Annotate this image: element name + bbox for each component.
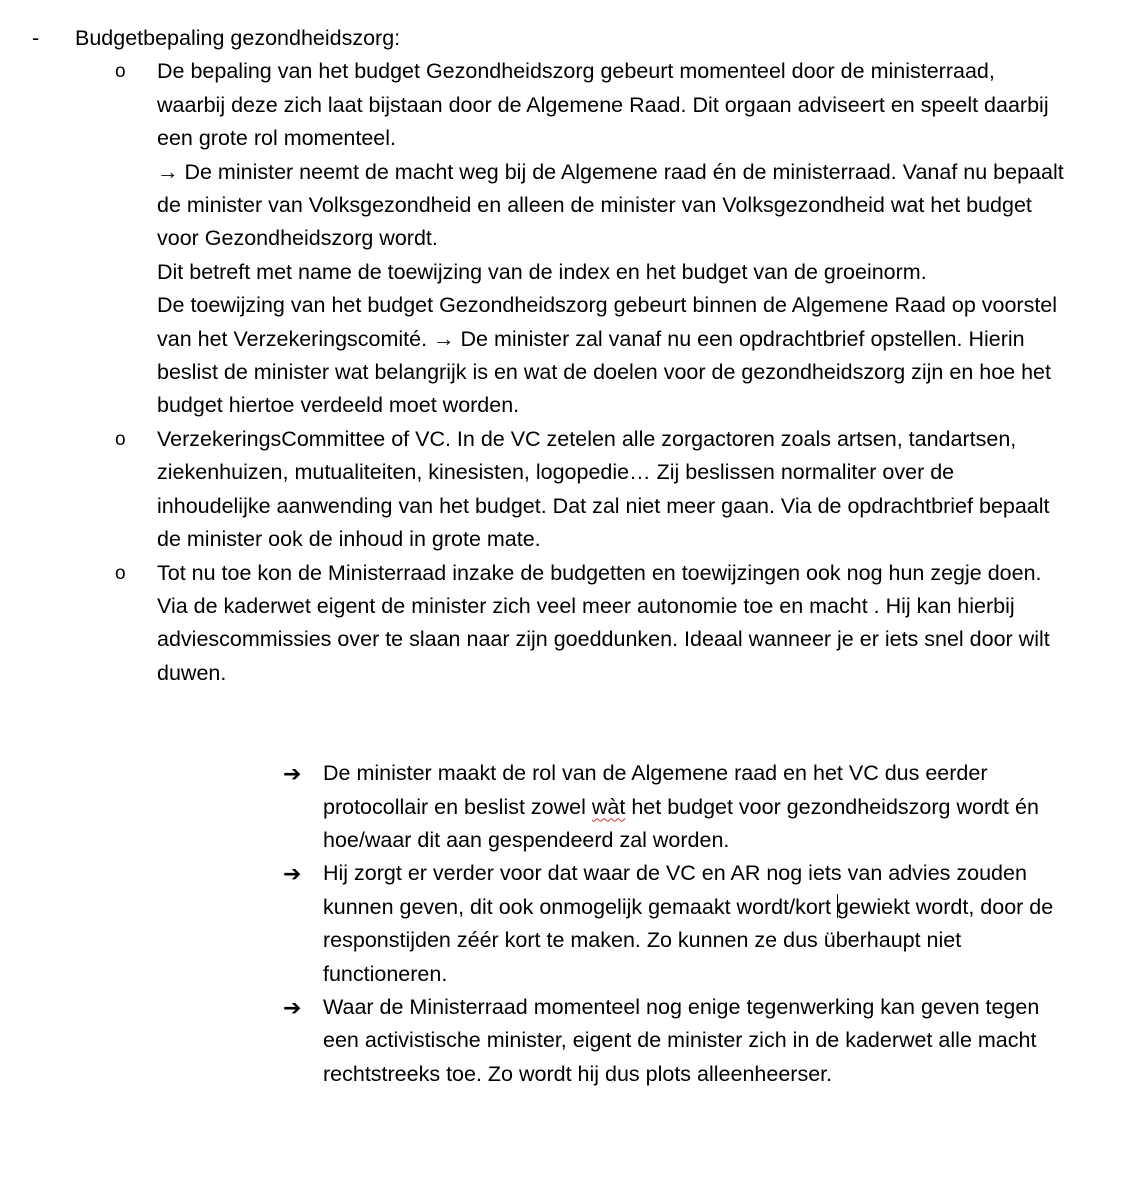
circle-bullet-icon: o [115, 61, 126, 83]
bullet-1-paragraph-3: Dit betreft met name de toewijzing van de index en het budget van de groeinorm. [157, 259, 927, 284]
arrow-2-text-start: Hij zorgt er verder voor dat waar de VC en AR nog iets van advies zouden kunnen geven, dit ook onmogelijk gemaakt wordt/kort [323, 861, 1027, 919]
arrow-1-text-end: het budget voor gezondheidszorg wordt én hoe/waar dit aan gespendeerd zal worden. [323, 794, 1039, 852]
arrow-3-paragraph: Waar de Ministerraad momenteel nog enige tegenwerking kan geven tegen een activistische minister, eigent de minister zich in de kaderwet alle macht rechtstreeks toe. Zo wordt hij dus plots alleenheerser. [323, 994, 1040, 1086]
arrow-1-paragraph [323, 757, 1055, 857]
arrow-item-3 [0, 991, 1125, 1091]
circle-bullet-icon: o [115, 428, 126, 450]
bullet-1-paragraph-4: De toewijzing van het budget Gezondheidszorg gebeurt binnen de Algemene Raad op voorstel van het Verzekeringscomité. → De minister zal vanaf nu een opdrachtbrief opstellen. Hierin beslist de minister wat belangrijk is en wat de doelen voor de gezondheidszorg zijn en hoe het budget hiertoe verdeeld moet worden. [157, 293, 1058, 418]
bullet-1-paragraph-2: → De minister neemt de macht weg bij de Algemene raad én de ministerraad. Vanaf nu bepaalt de minister van Volksgezondheid en alleen de minister van Volksgezondheid wat het budget voor Gezondheidszorg wordt. [157, 159, 1064, 251]
dash-bullet: - [32, 26, 40, 50]
spellcheck-flagged-word[interactable]: wàt [591, 794, 626, 819]
bullet-item-vc [0, 423, 1125, 557]
document-body[interactable] [0, 22, 1125, 1091]
arrow-item-2 [0, 857, 1125, 991]
bullet-3-paragraph: Tot nu toe kon de Ministerraad inzake de budgetten en toewijzingen ook nog hun zegje doen. Via de kaderwet eigent de minister zich veel meer autonomie toe en macht . Hij kan hierbij adviescommissies over te slaan naar zijn goeddunken. Ideaal wanneer je er iets snel door wilt duwen. [157, 560, 1050, 685]
bullet-item-budget [0, 55, 1125, 422]
arrow-bullet-icon: ➔ [283, 861, 302, 887]
arrow-item-1 [0, 757, 1125, 857]
arrow-bullet-icon: ➔ [283, 761, 302, 787]
arrow-2-paragraph [323, 857, 1055, 991]
bullet-item-ministerraad [0, 557, 1125, 691]
empty-paragraph-gap [0, 690, 1125, 757]
heading-item [0, 22, 1125, 55]
bullet-1-paragraph-1: De bepaling van het budget Gezondheidszorg gebeurt momenteel door de ministerraad, waarbij deze zich laat bijstaan door de Algemene Raad. Dit orgaan adviseert en speelt daarbij een grote rol momenteel. [157, 59, 1049, 151]
arrow-2-text-end: gewiekt wordt, door de responstijden zéér kort te maken. Zo kunnen ze dus überhaupt niet functioneren. [323, 894, 1054, 986]
heading-text: Budgetbepaling gezondheidszorg: [75, 26, 401, 50]
bullet-2-paragraph: VerzekeringsCommittee of VC. In de VC zetelen alle zorgactoren zoals artsen, tandartsen, ziekenhuizen, mutualiteiten, kinesisten, logopedie… Zij beslissen normaliter over de inhoudelijke aanwending van het budget. Dat zal niet meer gaan. Via de opdrachtbrief bepaalt de minister ook de inhoud in grote mate. [157, 426, 1050, 552]
circle-bullet-icon: o [115, 562, 126, 584]
arrow-bullet-icon: ➔ [283, 994, 302, 1020]
arrow-1-text-start: De minister maakt de rol van de Algemene raad en het VC dus eerder protocollair en beslist zowel [323, 761, 988, 819]
